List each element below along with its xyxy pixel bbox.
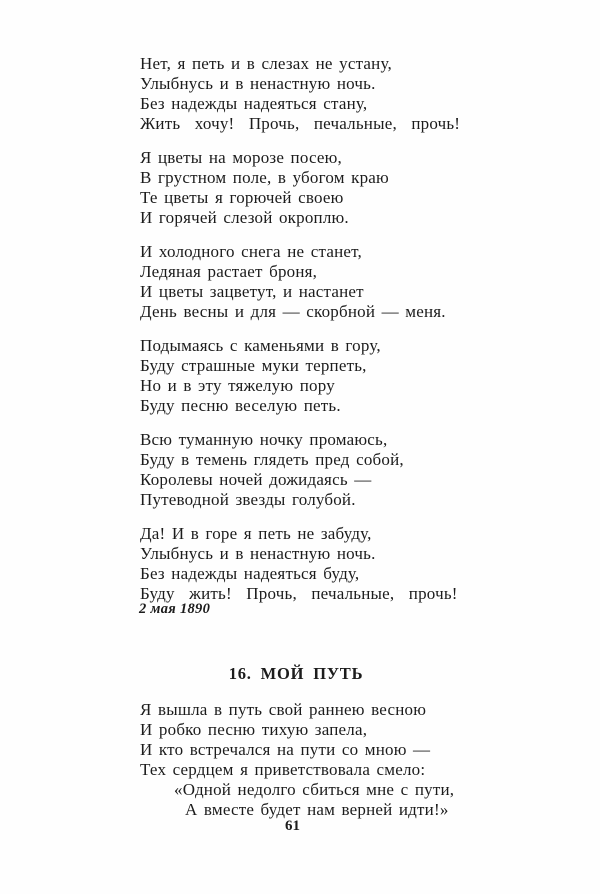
poem-line: И горячей слезой окроплю.: [140, 208, 349, 227]
poem-line: Королевы ночей дожидаясь —: [140, 470, 372, 489]
poem-line: Всю туманную ночку промаюсь,: [140, 430, 388, 449]
poem-line: День весны и для — скорбной — меня.: [140, 302, 446, 321]
poem-line: В грустном поле, в убогом краю: [140, 168, 389, 187]
poem-my-path: [140, 700, 454, 820]
poem-line: Нет, я петь и в слезах не устану,: [140, 54, 392, 73]
poem-line: И кто встречался на пути со мною —: [140, 740, 431, 759]
poem-line: И цветы зацветут, и настанет: [140, 282, 364, 301]
stanza: [140, 242, 460, 322]
poem-line: И робко песню тихую запела,: [140, 720, 368, 739]
poem-line: Тех сердцем я приветствовала смело:: [140, 760, 426, 779]
poem-line: Я вышла в путь свой раннею весною: [140, 700, 427, 719]
poem-line: Те цветы я горючей своею: [140, 188, 344, 207]
stanza: [140, 430, 460, 510]
poem-line: Жить хочу! Прочь, печальные, прочь!: [140, 114, 461, 133]
poem-line: Подымаясь с каменьями в гору,: [140, 336, 381, 355]
poem-line: Я цветы на морозе посею,: [140, 148, 342, 167]
poem-untitled: [140, 54, 460, 604]
stanza: [140, 54, 460, 134]
stanza: [140, 148, 460, 228]
poem-line: Буду песню веселую петь.: [140, 396, 341, 415]
poem-line: Без надежды надеяться буду,: [140, 564, 360, 583]
poem-line: «Одной недолго сбиться мне с пути,: [174, 780, 455, 799]
stanza: [140, 336, 460, 416]
poem-line: И холодного снега не станет,: [140, 242, 362, 261]
poem-line: Но и в эту тяжелую пору: [140, 376, 335, 395]
poem-line: Буду в темень глядеть пред собой,: [140, 450, 404, 469]
poem-title: 16. МОЙ ПУТЬ: [228, 664, 364, 683]
poem-line: Улыбнусь и в ненастную ночь.: [140, 74, 376, 93]
poem-line: Буду жить! Прочь, печальные, прочь!: [140, 584, 458, 603]
poem-date: 2 мая 1890: [139, 601, 211, 617]
poem-line: Улыбнусь и в ненастную ночь.: [140, 544, 376, 563]
poem-line: Ледяная растает броня,: [140, 262, 318, 281]
poem-line: Путеводной звезды голубой.: [140, 490, 356, 509]
poem-line: Да! И в горе я петь не забуду,: [140, 524, 372, 543]
page-number: 61: [285, 818, 300, 834]
poem-line: Буду страшные муки терпеть,: [140, 356, 367, 375]
poem-line: Без надежды надеяться стану,: [140, 94, 368, 113]
stanza: [140, 524, 460, 604]
poem-line: А вместе будет нам верней идти!»: [185, 800, 449, 819]
